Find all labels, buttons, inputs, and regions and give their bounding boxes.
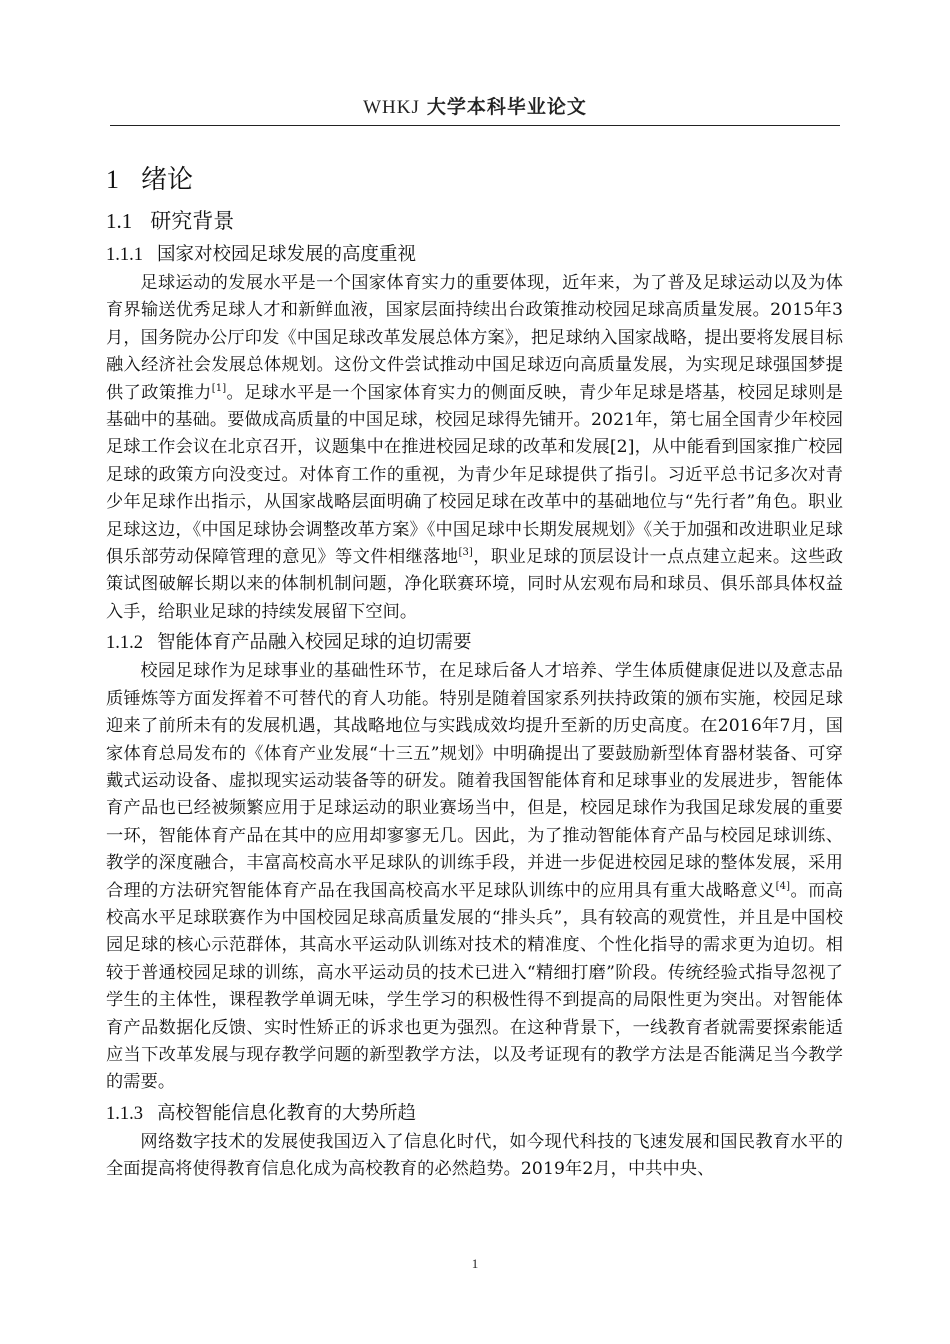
- body-paragraph-3: [106, 1129, 843, 1184]
- body-paragraph-2: [106, 658, 843, 1097]
- paragraph-text: 。而高校高水平足球联赛作为中国校园足球高质量发展的“排头兵”，具有较高的观赏性，并且是中国校园足球的核心示范群体，其高水平运动队训练对技术的精准度、个性化指导的需求更为迫切。相较于普通校园足球的训练，高水平运动员的技术已进入“精细打磨”阶段。传统经验式指导忽视了学生的主体性，课程教学单调无味，学生学习的积极性得不到提高的局限性更为突出。对智能体育产品数据化反馈、实时性矫正的诉求也更为强烈。在这种背景下，一线教育者就需要探索能适应当下改革发展与现存教学问题的新型教学方法，以及考证现有的教学方法是否能满足当今教学的需要。: [106, 880, 843, 1093]
- subsection-title: 智能体育产品融入校园足球的迫切需要: [157, 632, 472, 654]
- section-title: 研究背景: [150, 209, 235, 233]
- main-content: [106, 158, 843, 1184]
- subsection-heading-1: [106, 240, 843, 270]
- chapter-title: 绪论: [141, 165, 194, 195]
- citation-ref: [3]: [458, 547, 473, 559]
- section-number: 1.1: [106, 209, 133, 233]
- body-paragraph-1: [106, 270, 843, 626]
- header-title-text: 大学本科毕业论文: [426, 96, 587, 118]
- section-heading: [106, 204, 843, 238]
- citation-ref: [1]: [211, 382, 227, 394]
- header-divider: [110, 125, 840, 126]
- chapter-number: 1: [106, 165, 119, 194]
- page-number: 1: [471, 1256, 479, 1271]
- header-latin-text: WHKJ: [363, 97, 420, 118]
- subsection-number: 1.1.3: [106, 1103, 143, 1124]
- running-header: [110, 92, 840, 119]
- subsection-heading-2: [106, 628, 843, 658]
- subsection-title: 高校智能信息化教育的大势所趋: [157, 1102, 417, 1124]
- paragraph-text: 校园足球作为足球事业的基础性环节，在足球后备人才培养、学生体质健康促进以及意志品质锤炼等方面发挥着不可替代的育人功能。特别是随着国家系列扶持政策的颁布实施，校园足球迎来了前所未有的发展机遇，其战略地位与实践成效均提升至新的历史高度。在2016年7月，国家体育总局发布的《体育产业发展“十三五”规划》中明确提出了要鼓励新型体育器材装备、可穿戴式运动设备、虚拟现实运动装备等的研发。随着我国智能体育和足球事业的发展进步，智能体育产品也已经被频繁应用于足球运动的职业赛场当中，但是，校园足球作为我国足球发展的重要一环，智能体育产品在其中的应用却寥寥无几。因此，为了推动智能体育产品与校园足球训练、教学的深度融合，丰富高校高水平足球队的训练手段，并进一步促进校园足球的整体发展，采用合理的方法研究智能体育产品在我国高校高水平足球队训练中的应用具有重大战略意义: [106, 661, 843, 901]
- chapter-heading: [106, 158, 843, 202]
- paragraph-text: 足球运动的发展水平是一个国家体育实力的重要体现，近年来，为了普及足球运动以及为体育界输送优秀足球人才和新鲜血液，国家层面持续出台政策推动校园足球高质量发展。2015年3月，国务院办公厅印发《中国足球改革发展总体方案》，把足球纳入国家战略，提出要将发展目标融入经济社会发展总体规划。这份文件尝试推动中国足球迈向高质量发展，为实现足球强国梦提供了政策推力: [106, 273, 843, 403]
- subsection-heading-3: [106, 1099, 843, 1129]
- subsection-number: 1.1.2: [106, 633, 143, 654]
- subsection-title: 国家对校园足球发展的高度重视: [157, 244, 417, 265]
- subsection-number: 1.1.1: [106, 245, 143, 265]
- paragraph-text: ，职业足球的顶层设计一点点建立起来。这些政策试图破解长期以来的体制机制问题，净化联赛环境，同时从宏观布局和球员、俱乐部具体权益入手，给职业足球的持续发展留下空间。: [106, 547, 843, 622]
- paragraph-text: 网络数字技术的发展使我国迈入了信息化时代，如今现代科技的飞速发展和国民教育水平的全面提高将使得教育信息化成为高校教育的必然趋势。2019年2月，中共中央、: [106, 1131, 843, 1180]
- citation-ref: [4]: [775, 880, 791, 892]
- paragraph-text: 。足球水平是一个国家体育实力的侧面反映，青少年足球是塔基，校园足球则是基础中的基础。要做成高质量的中国足球，校园足球得先铺开。2021年，第七届全国青少年校园足球工作会议在北京召开，议题集中在推进校园足球的改革和发展[2]，从中能看到国家推广校园足球的政策方向没变过。对体育工作的重视，为青少年足球提供了指引。习近平总书记多次对青少年足球作出指示，从国家战略层面明确了校园足球在改革中的基础地位与“先行者”角色。职业足球这边，《中国足球协会调整改革方案》《中国足球中长期发展规划》《关于加强和改进职业足球俱乐部劳动保障管理的意见》等文件相继落地: [106, 382, 843, 568]
